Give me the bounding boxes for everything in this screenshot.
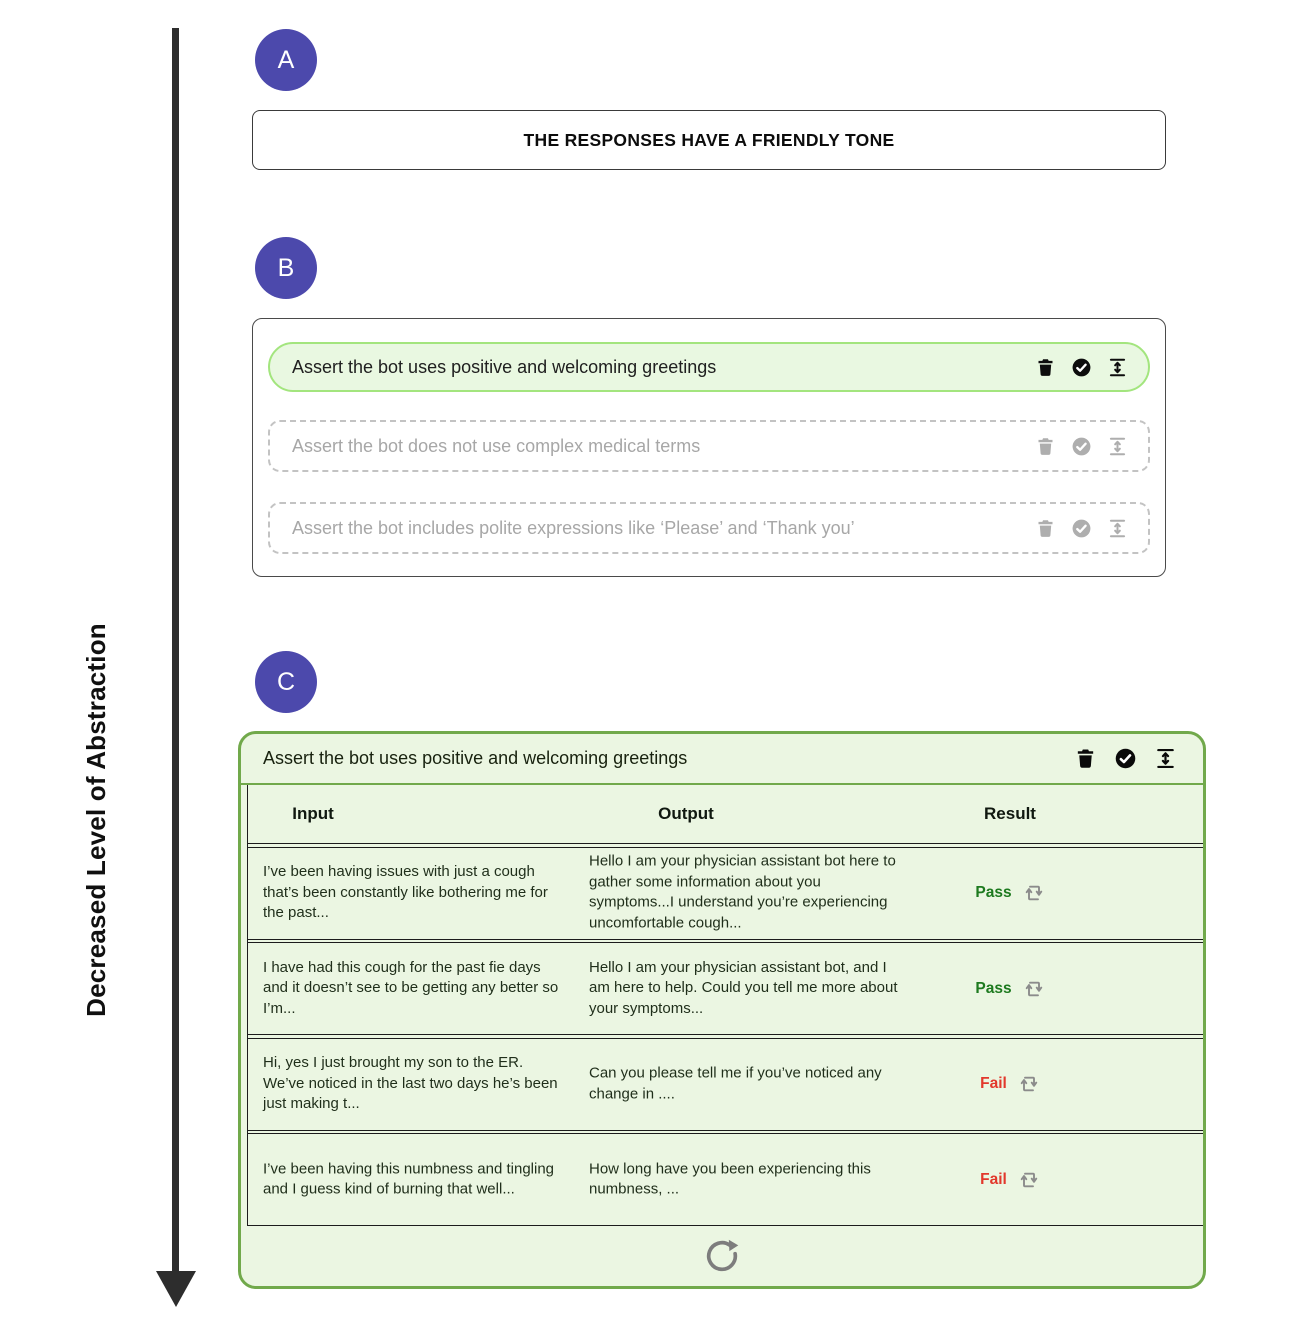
result-cell	[938, 1168, 1083, 1192]
abstraction-axis-label: Decreased Level of Abstraction	[81, 623, 111, 1017]
table-row	[248, 847, 1203, 940]
input-cell: I’ve been having issues with just a cough that’s been constantly like bothering me for the past...	[263, 862, 548, 922]
assertion-item-active[interactable]	[268, 342, 1150, 392]
column-header-input: Input	[292, 804, 334, 823]
accept-button[interactable]	[1071, 518, 1092, 539]
output-cell: How long have you been experiencing this numbness, ...	[589, 1159, 871, 1198]
delete-button[interactable]	[1074, 747, 1097, 770]
badge-c: C	[255, 651, 317, 713]
delete-button[interactable]	[1035, 518, 1056, 539]
assertion-detail-panel	[238, 731, 1206, 1289]
trash-icon	[1035, 518, 1056, 539]
rerun-button[interactable]	[1022, 881, 1046, 905]
repeat-icon	[1022, 977, 1046, 1001]
repeat-icon	[1017, 1072, 1041, 1096]
output-cell: Hello I am your physician assistant bot, and I am here to help. Could you tell me more about your symptoms...	[589, 958, 898, 1017]
vertical-expand-icon	[1107, 436, 1128, 457]
input-cell: I’ve been having this numbness and tingling and I guess kind of burning that well...	[263, 1159, 555, 1198]
rerun-button[interactable]	[1017, 1168, 1041, 1192]
column-header-output: Output	[658, 804, 714, 823]
test-case-table	[247, 785, 1203, 1226]
badge-a: A	[255, 29, 317, 91]
result-badge: Fail	[980, 1170, 1007, 1188]
assertion-detail-actions	[1074, 747, 1177, 770]
delete-button[interactable]	[1035, 357, 1056, 378]
table-row	[248, 1133, 1203, 1226]
abstraction-axis-line	[172, 28, 179, 1273]
assertion-item-ghost[interactable]	[268, 502, 1150, 554]
assertion-detail-title: Assert the bot uses positive and welcoming greetings	[263, 748, 688, 768]
output-cell: Hello I am your physician assistant bot here to gather some information about you symptoms...I understand you’re experiencing uncomfortable cough...	[589, 852, 896, 932]
high-level-assertion-text: THE RESPONSES HAVE A FRIENDLY TONE	[523, 129, 895, 150]
vertical-expand-icon	[1107, 357, 1128, 378]
refresh-button[interactable]	[701, 1235, 743, 1277]
repeat-icon	[1017, 1168, 1041, 1192]
assertion-list-panel	[252, 318, 1166, 577]
repeat-icon	[1022, 881, 1046, 905]
table-header-row	[248, 785, 1203, 844]
check-circle-icon	[1114, 747, 1137, 770]
collapse-button[interactable]	[1154, 747, 1177, 770]
trash-icon	[1074, 747, 1097, 770]
check-circle-icon	[1071, 357, 1092, 378]
result-badge: Pass	[975, 884, 1012, 902]
accept-button[interactable]	[1071, 357, 1092, 378]
output-cell: Can you please tell me if you’ve noticed any change in ....	[589, 1064, 882, 1102]
delete-button[interactable]	[1035, 436, 1056, 457]
assertion-detail-header	[241, 734, 1203, 785]
result-cell	[938, 1072, 1083, 1096]
vertical-expand-icon	[1154, 747, 1177, 770]
high-level-assertion-box	[252, 110, 1166, 170]
badge-b: B	[255, 237, 317, 299]
assertion-item-ghost[interactable]	[268, 420, 1150, 472]
expand-button[interactable]	[1107, 436, 1128, 457]
rerun-button[interactable]	[1022, 977, 1046, 1001]
assertion-item-actions	[1035, 518, 1128, 539]
result-badge: Pass	[975, 979, 1012, 997]
trash-icon	[1035, 436, 1056, 457]
result-cell	[938, 881, 1083, 905]
check-circle-icon	[1071, 518, 1092, 539]
assertion-item-actions	[1035, 436, 1128, 457]
accept-button[interactable]	[1114, 747, 1137, 770]
assertion-item-text: Assert the bot uses positive and welcoming greetings	[292, 356, 717, 377]
expand-button[interactable]	[1107, 357, 1128, 378]
result-cell	[938, 977, 1083, 1001]
accept-button[interactable]	[1071, 436, 1092, 457]
input-cell: I have had this cough for the past fie days and it doesn’t see to be getting any better so I’m...	[263, 958, 559, 1017]
abstraction-axis-arrowhead-icon	[156, 1271, 196, 1307]
assertion-item-text: Assert the bot does not use complex medical terms	[292, 435, 701, 456]
column-header-result: Result	[984, 804, 1036, 823]
table-row	[248, 942, 1203, 1035]
rerun-button[interactable]	[1017, 1072, 1041, 1096]
trash-icon	[1035, 357, 1056, 378]
assertion-item-actions	[1035, 357, 1128, 378]
input-cell: Hi, yes I just brought my son to the ER. We’ve noticed in the last two days he’s been just making t...	[263, 1053, 558, 1113]
table-row	[248, 1038, 1203, 1131]
table-footer	[241, 1226, 1203, 1286]
expand-button[interactable]	[1107, 518, 1128, 539]
result-badge: Fail	[980, 1075, 1007, 1093]
vertical-expand-icon	[1107, 518, 1128, 539]
assertion-item-text: Assert the bot includes polite expressions like ‘Please’ and ‘Thank you’	[292, 517, 855, 538]
check-circle-icon	[1071, 436, 1092, 457]
